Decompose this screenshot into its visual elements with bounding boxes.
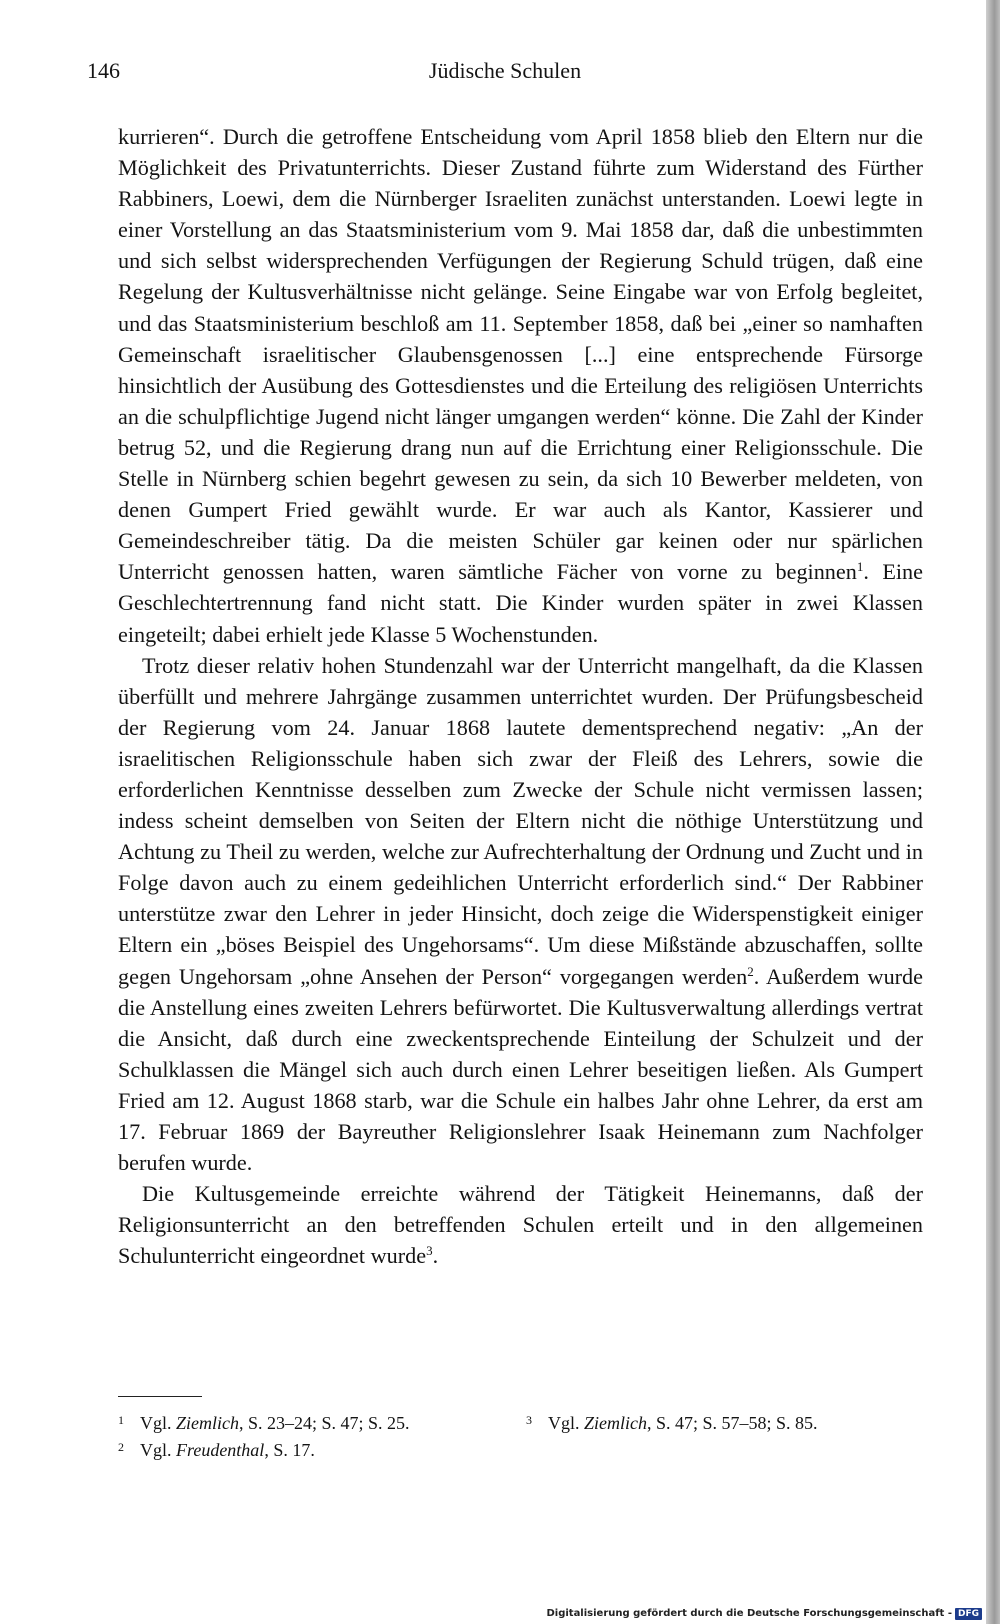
footnote-ref-2: 2 — [747, 963, 754, 979]
paragraph-3-text-cont: . — [432, 1243, 439, 1269]
footnote-author: Freudenthal — [176, 1440, 265, 1460]
page-number: 146 — [87, 58, 120, 83]
footnote-1 — [118, 1407, 410, 1437]
paragraph-3-text: Die Kultusgemeinde erreichte während der Tätigkeit Heinemanns, daß der Religionsunterricht an den betreffenden Schulen erteilt und in den allgemeinen Schulunterricht eingeordnet wurde — [118, 1181, 923, 1269]
footnote-prefix: Vgl. — [140, 1440, 172, 1460]
footnote-prefix: Vgl. — [548, 1413, 580, 1433]
paragraph-1-text: kurrieren“. Durch die getroffene Entscheidung vom April 1858 blieb den Eltern nur die Möglichkeit des Privatunterrichts. Dieser Zustand führte zum Widerstand des Fürther Rabbiners, Loewi, dem die Nürnberger Israeliten zunächst unterstanden. Loewi legte in einer Vorstellung an das Staatsministerium vom 9. Mai 1858 dar, daß die unbestimmten und sich selbst widersprechenden Verfügungen der Regierung Schuld trügen, daß eine Regelung der Kultusverhältnisse nicht gelänge. Seine Eingabe war von Erfolg begleitet, und das Staatsministerium beschloß am 11. September 1858, daß bei „einer so namhaften Gemeinschaft israelitischer Glaubensgenossen [...] eine entsprechende Fürsorge hinsichtlich der Ausübung des Gottesdienstes und die Erteilung des religiösen Unterrichts an die schulpflichtige Jugend nicht länger umgangen werden“ könne. Die Zahl der Kinder betrug 52, und die Regierung drang nun auf die Errichtung einer Religionsschule. Die Stelle in Nürnberg schien begehrt gewesen zu sein, da sich 10 Bewerber meldeten, von denen Gumpert Fried gewählt wurde. Er war auch als Kantor, Kassierer und Gemeindeschreiber tätig. Da die meisten Schüler gar keinen oder nur spärlichen Unterricht genossen hatten, waren sämtliche Fächer von vorne zu beginnen — [118, 124, 923, 585]
footnote-number: 3 — [526, 1413, 532, 1427]
body-text — [118, 121, 923, 1271]
paragraph-1-text-cont: . Eine Geschlechtertrennung fand nicht statt. Die Kinder wurden später in zwei Klassen eingeteilt; dabei erhielt jede Klasse 5 Wochenstunden. — [118, 559, 923, 647]
footnote-divider — [118, 1396, 202, 1397]
paragraph-2-text: Trotz dieser relativ hohen Stundenzahl war der Unterricht mangelhaft, da die Klassen überfüllt und mehrere Jahrgänge zusammen unterrichtet wurden. Der Prüfungsbescheid der Regierung vom 24. Januar 1868 lautete dementsprechend negativ: „An der israelitischen Religionsschule haben sich zwar der Fleiß des Lehrers, sowie die erforderlichen Kenntnisse desselben zum Zwecke der Schule nicht vermissen lassen; indess scheint demselben von Seiten der Eltern nicht die nöthige Unterstützung und Achtung zu Theil zu werden, welche zur Aufrechterhaltung der Ordnung und Zucht und in Folge davon auch zu einem gedeihlichen Unterricht erforderlich sind.“ Der Rabbiner unterstütze zwar den Lehrer in jeder Hinsicht, doch zeige die Widerspenstigkeit einiger Eltern ein „böses Beispiel des Ungehorsams“. Um diese Mißstände abzuschaffen, sollte gegen Ungehorsam „ohne Ansehen der Person“ vorgegangen werden — [118, 652, 923, 989]
footnote-number: 1 — [118, 1413, 124, 1427]
paragraph-1 — [118, 121, 923, 650]
digitization-note: Digitalisierung gefördert durch die Deutsche Forschungsgemeinschaft - — [546, 1608, 952, 1619]
page-edge-shadow — [986, 0, 1000, 1624]
paragraph-2 — [118, 650, 923, 1179]
paragraph-3 — [118, 1178, 923, 1271]
footnote-2 — [118, 1434, 315, 1464]
running-title: Jüdische Schulen — [428, 58, 582, 83]
footnote-number: 2 — [118, 1440, 124, 1454]
footnote-3 — [526, 1407, 818, 1437]
footnote-author: Ziemlich — [176, 1413, 239, 1433]
page-header — [87, 58, 923, 92]
footnote-ref-1: 1 — [856, 559, 864, 575]
footnote-pages: , S. 17. — [264, 1440, 315, 1460]
digitization-footer — [546, 1608, 982, 1620]
footnote-pages: , S. 47; S. 57–58; S. 85. — [647, 1413, 818, 1433]
footnote-ref-3: 3 — [426, 1243, 433, 1259]
footnote-pages: , S. 23–24; S. 47; S. 25. — [239, 1413, 410, 1433]
footnote-author: Ziemlich — [584, 1413, 647, 1433]
paragraph-2-text-cont: . Außerdem wurde die Anstellung eines zweiten Lehrers befürwortet. Die Kultusverwaltung allerdings vertrat die Ansicht, daß durch eine zweckentsprechende Einteilung der Schulzeit und der Schulklassen die Mängel sich auch durch einen Lehrer beseitigen ließen. Als Gumpert Fried am 12. August 1868 starb, war die Schule ein halbes Jahr ohne Lehrer, da erst am 17. Februar 1869 der Bayreuther Religionslehrer Isaak Heinemann zum Nachfolger berufen wurde. — [118, 963, 923, 1176]
dfg-logo: DFG — [955, 1608, 982, 1620]
footnote-prefix: Vgl. — [140, 1413, 172, 1433]
